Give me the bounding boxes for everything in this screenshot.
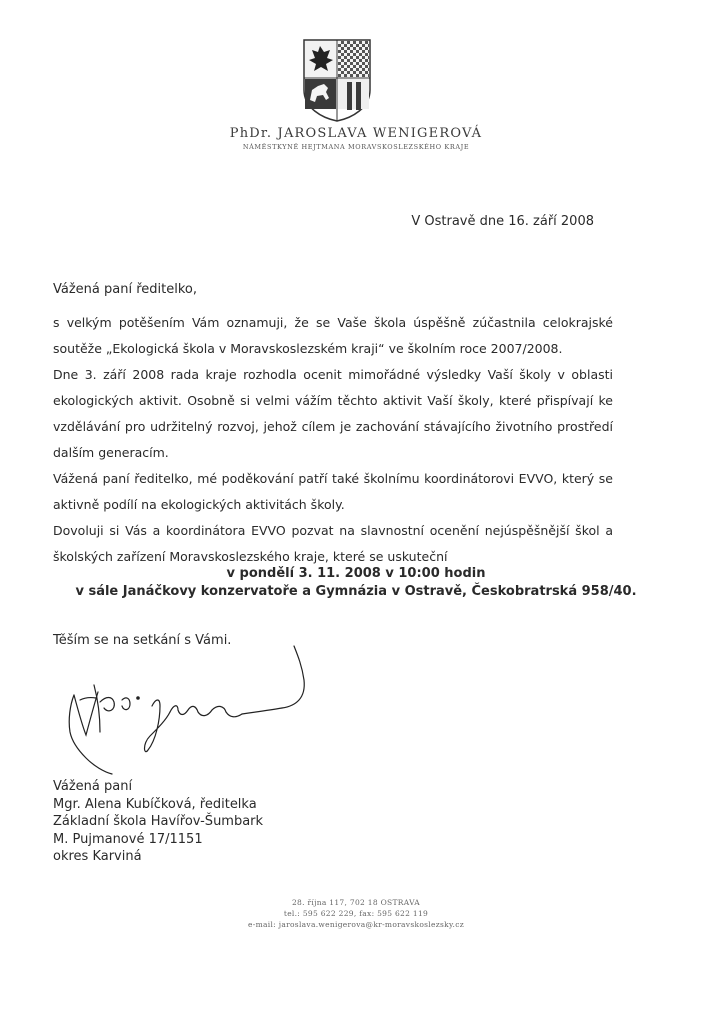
footer-address: 28. října 117, 702 18 OSTRAVA: [291, 898, 421, 907]
recipient-line: Vážená paní: [53, 779, 133, 794]
footer-email: e-mail: jaroslava.wenigerova@kr-moravskoslezsky.cz: [248, 920, 464, 929]
recipient-line: Mgr. Alena Kubíčková, ředitelka: [53, 796, 257, 812]
date-line: V Ostravě dne 16. září 2008: [411, 214, 594, 229]
footer-contact: [0, 897, 712, 930]
recipient-line: okres Karviná: [53, 849, 142, 864]
paragraph-4: Dovoluji si Vás a koordinátora EVVO pozvat na slavnostní ocenění nejúspěšnější škol a školských zařízení Moravskoslezského kraje, které se uskuteční: [53, 523, 613, 564]
letter-body: [53, 310, 613, 570]
salutation: Vážená paní ředitelko,: [53, 282, 197, 297]
event-venue: v sále Janáčkovy konzervatoře a Gymnázia v Ostravě, Českobratrská 958/40.: [75, 584, 637, 599]
recipient-line: Základní škola Havířov-Šumbark: [53, 814, 264, 829]
paragraph-3: Vážená paní ředitelko, mé poděkování patří také školnímu koordinátorovi EVVO, který se aktivně podílí na ekologických aktivitách školy.: [53, 471, 613, 512]
event-details: [0, 565, 712, 601]
recipient-line: M. Pujmanové 17/1151: [53, 831, 203, 847]
closing-line: Těším se na setkání s Vámi.: [53, 633, 232, 648]
event-date: v pondělí 3. 11. 2008 v 10:00 hodin: [226, 566, 486, 581]
paragraph-1: s velkým potěšením Vám oznamuji, že se Vaše škola úspěšně zúčastnila celokrajské soutěže „Ekologická škola v Moravskoslezském kraji“ ve školním roce 2007/2008.: [53, 315, 613, 356]
footer-phone: tel.: 595 622 229, fax: 595 622 119: [283, 909, 429, 918]
paragraph-2: Dne 3. září 2008 rada kraje rozhodla ocenit mimořádné výsledky Vaší školy v oblasti ekologických aktivit. Osobně si velmi vážím těchto aktivit Vaší školy, které přispívají ke vzdělávání pro udržitelný rozvoj, jehož cílem je zachování stávajícího životního prostředí dalším generacím.: [53, 367, 613, 460]
signature-icon: [60, 640, 320, 775]
issuer-title: NÁMĚSTKYNĚ HEJTMANA MORAVSKOSLEZSKÉHO KRAJE: [242, 143, 470, 151]
issuer-name: PhDr. JAROSLAVA WENIGEROVÁ: [229, 126, 483, 141]
recipient-address: [53, 778, 263, 866]
coat-of-arms-icon: [302, 38, 372, 122]
